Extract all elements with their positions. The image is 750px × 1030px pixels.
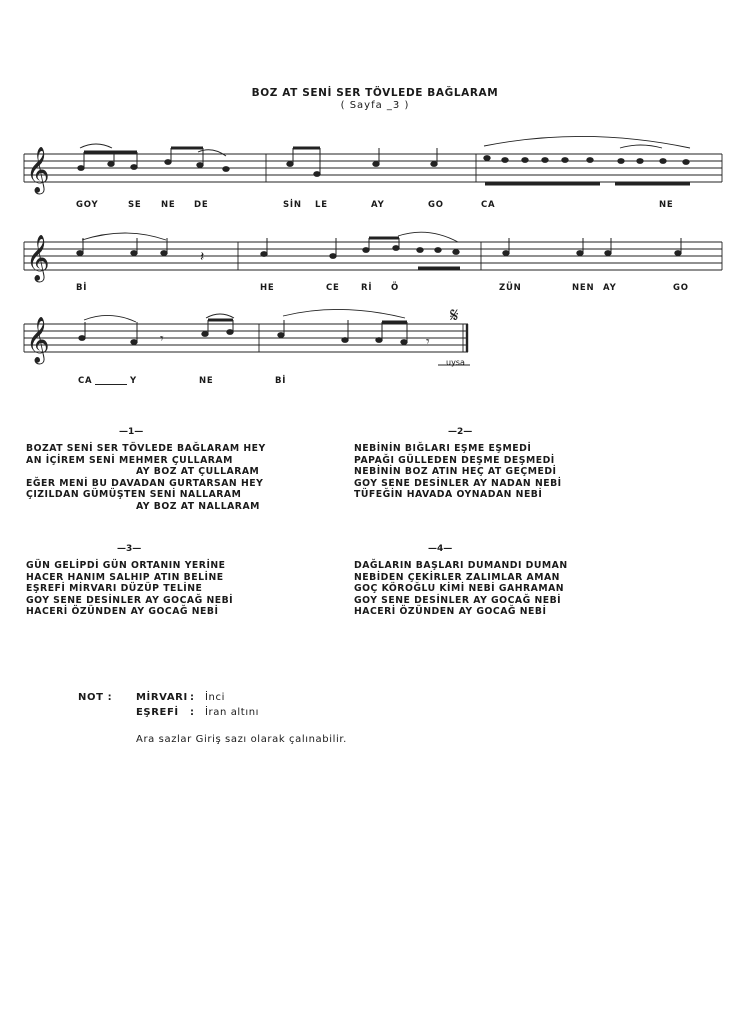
verse-line: NEBİNİN BOZ ATIN HEÇ AT GEÇMEDİ bbox=[354, 466, 557, 478]
svg-text:𝄾: 𝄾 bbox=[426, 334, 430, 350]
lyric-syllable: Bİ bbox=[76, 283, 88, 293]
verse-line: PAPAĞI GÜLLEDEN DEŞME DEŞMEDİ bbox=[354, 454, 555, 466]
verse-3 bbox=[26, 560, 233, 618]
verse-line: AY BOZ AT ÇULLARAM bbox=[136, 466, 260, 478]
verse-line: GOY SENE DESİNLER AY GOCAĞ NEBİ bbox=[354, 594, 562, 606]
page-subtitle: ( Sayfa _3 ) bbox=[340, 100, 410, 111]
note-separator: : bbox=[190, 692, 195, 703]
lyric-syllable: Bİ bbox=[275, 376, 287, 386]
note-meaning: İran altını bbox=[205, 707, 260, 718]
verse-number: —4— bbox=[428, 544, 453, 554]
notes-label: NOT : bbox=[78, 692, 113, 703]
staff-system-2 bbox=[0, 228, 750, 288]
verse-number: —3— bbox=[117, 544, 142, 554]
lyric-syllable: AY bbox=[603, 283, 617, 293]
verse-1 bbox=[26, 443, 266, 513]
lyric-syllable: Ö bbox=[391, 283, 400, 293]
verse-line: GOY SENE DESİNLER AY GOCAĞ NEBİ bbox=[26, 594, 234, 606]
segno-sign: 𝄋 bbox=[450, 303, 459, 327]
lyric-syllable: GOY bbox=[76, 200, 99, 210]
note-meaning: İnci bbox=[205, 692, 225, 703]
lyric-extender bbox=[95, 384, 127, 385]
note-separator: : bbox=[190, 707, 195, 718]
song-title: BOZ AT SENİ SER TÖVLEDE BAĞLARAM bbox=[251, 87, 499, 99]
verse-line: BOZAT SENİ SER TÖVLEDE BAĞLARAM HEY bbox=[26, 443, 266, 454]
lyric-syllable: NE bbox=[199, 376, 214, 386]
treble-clef: 𝄞 bbox=[26, 147, 50, 193]
lyric-syllable: AY bbox=[371, 200, 385, 210]
treble-clef: 𝄞 bbox=[26, 235, 50, 281]
note-term: MİRVARI bbox=[136, 692, 188, 703]
verse-2 bbox=[354, 443, 562, 501]
verse-line: NEBİNİN BIĞLARI EŞME EŞMEDİ bbox=[354, 443, 532, 454]
lyric-syllable: HE bbox=[260, 283, 275, 293]
lyric-syllable: Rİ bbox=[361, 283, 373, 293]
staff-system-1 bbox=[0, 140, 750, 200]
verse-line: EŞREFİ MİRVARI DÜZÜP TELİNE bbox=[26, 583, 203, 595]
verse-line: TÜFEĞİN HAVADA OYNADAN NEBİ bbox=[354, 489, 543, 501]
lyric-syllable: DE bbox=[194, 200, 209, 210]
verse-line: GÜN GELİPDİ GÜN ORTANIN YERİNE bbox=[26, 560, 226, 571]
note-term: EŞREFİ bbox=[136, 707, 179, 718]
verse-number: —1— bbox=[119, 427, 144, 437]
verse-line: HACER HANIM SALHIP ATIN BELİNE bbox=[26, 571, 224, 583]
lyric-syllable: Y bbox=[130, 376, 137, 386]
treble-clef: 𝄞 bbox=[26, 317, 50, 363]
svg-text:𝄾: 𝄾 bbox=[160, 331, 164, 347]
lyric-syllable: GO bbox=[428, 200, 444, 210]
lyric-syllable: NEN bbox=[572, 283, 595, 293]
verse-line: GOY SENE DESİNLER AY NADAN NEBİ bbox=[354, 477, 562, 489]
verse-line: AN İÇİREM SENİ MEHMER ÇULLARAM bbox=[26, 454, 233, 466]
lyric-syllable: ZÜN bbox=[499, 283, 522, 293]
end-marking: uysa bbox=[446, 358, 465, 367]
lyric-syllable: GO bbox=[673, 283, 689, 293]
verse-line: EĞER MENİ BU DAVADAN GURTARSAN HEY bbox=[26, 477, 264, 489]
verse-line: ÇIZILDAN GÜMÜŞTEN SENİ NALLARAM bbox=[26, 489, 242, 501]
verse-line: HACERİ ÖZÜNDEN AY GOCAĞ NEBİ bbox=[354, 606, 547, 618]
lyric-syllable: SİN bbox=[283, 200, 302, 210]
lyric-syllable: CA bbox=[481, 200, 496, 210]
lyric-syllable: NE bbox=[659, 200, 674, 210]
verse-line: AY BOZ AT NALLARAM bbox=[136, 500, 260, 512]
staff-system-3 bbox=[0, 303, 750, 372]
verse-line: DAĞLARIN BAŞLARI DUMANDI DUMAN bbox=[354, 560, 568, 571]
verse-4 bbox=[354, 560, 568, 618]
footer-note: Ara sazlar Giriş sazı olarak çalınabilir. bbox=[136, 734, 347, 745]
verse-line: NEBİDEN ÇEKİRLER ZALIMLAR AMAN bbox=[354, 571, 560, 583]
lyric-syllable: LE bbox=[315, 200, 328, 210]
lyric-syllable: CA bbox=[78, 376, 93, 386]
lyric-syllable: CE bbox=[326, 283, 340, 293]
verse-line: HACERİ ÖZÜNDEN AY GOCAĞ NEBİ bbox=[26, 606, 219, 618]
lyric-syllable: NE bbox=[161, 200, 176, 210]
svg-text:𝄽: 𝄽 bbox=[200, 249, 205, 265]
verse-line: GOÇ KÖROĞLU KİMİ NEBİ GAHRAMAN bbox=[354, 583, 565, 595]
verse-number: —2— bbox=[448, 427, 473, 437]
lyric-syllable: SE bbox=[128, 200, 142, 210]
